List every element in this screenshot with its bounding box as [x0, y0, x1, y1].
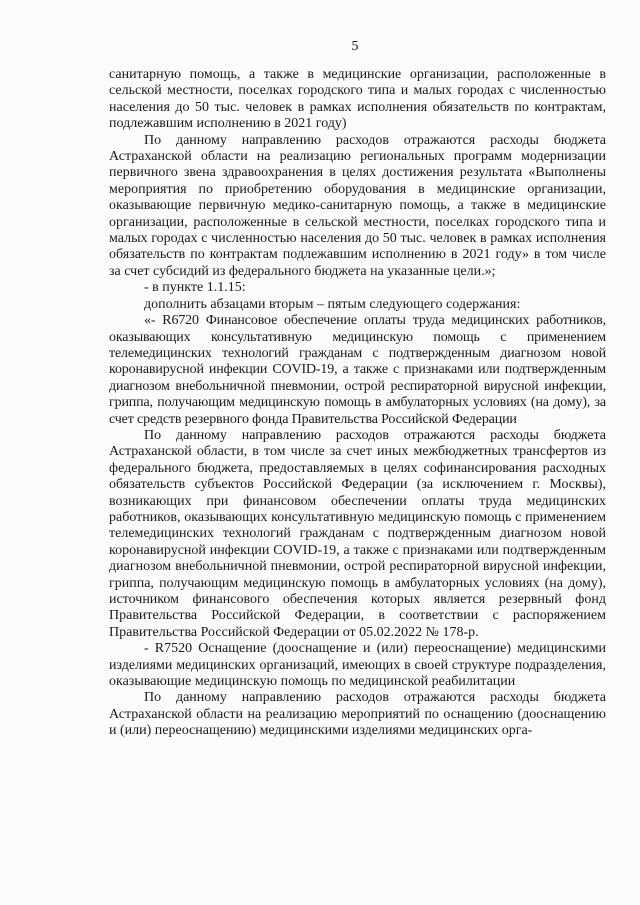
paragraph-amendment-intro: дополнить абзацами вторым – пятым следующего содержания: — [144, 296, 521, 312]
document-body — [109, 67, 606, 740]
page-number: 5 — [351, 39, 359, 54]
paragraph-r6720-description: По данному направлению расходов отражаются расходы бюджета Астраханской области, в том числе за счет иных межбюджетных трансфертов из федерального бюджета, предоставляемых в целях софинансирования расходных обязательств субъектов Российской Федерации (за исключением г. Москвы), возникающих при финансовом обеспечении оплаты труда медицинских работников, оказывающих консультативную медицинскую помощь с применением телемедицинских технологий гражданам с подтвержденным диагнозом новой коронавирусной инфекции COVID-19, а также с признаками или подтвержденным диагнозом внебольничной пневмонии, острой респираторной вирусной инфекции, гриппа, получающим медицинскую помощь в амбулаторных условиях (на дому), источником финансового обеспечения которых является резервный фонд Правительства Российской Федерации, в соответствии с распоряжением Правительства Российской Федерации от 05.02.2022 № 178-р. — [109, 427, 606, 640]
paragraph-r6720-title: «- R6720 Финансовое обеспечение оплаты труда медицинских работников, оказывающих консультативную медицинскую помощь с применением телемедицинских технологий гражданам с подтвержденным диагнозом новой коронавирусной инфекции COVID-19, а также с признаками или подтвержденным диагнозом внебольничной пневмонии, острой респираторной вирусной инфекции, гриппа, получающим медицинскую помощь в амбулаторных условиях (на дому), за счет средств резервного фонда Правительства Российской Федерации — [109, 313, 606, 427]
paragraph-regional-programs: По данному направлению расходов отражаются расходы бюджета Астраханской области на реализацию региональных программ модернизации первичного звена здравоохранения в целях достижения результата «Выполнены мероприятия по приобретению оборудования в медицинские организации, оказывающие первичную медико-санитарную помощь, а также в медицинские организации, расположенные в сельской местности, поселках городского типа и малых городах с численностью населения до 50 тыс. человек в рамках исполнения обязательств по контрактам подлежавшим исполнению в 2021 году» в том числе за счет субсидий из федерального бюджета на указанные цели.»; — [109, 132, 606, 279]
paragraph-item-1-1-15: - в пункте 1.1.15: — [144, 280, 246, 296]
paragraph-r7520-description: По данному направлению расходов отражаются расходы бюджета Астраханской области на реализацию мероприятий по оснащению (дооснащению и (или) переоснащению) медицинскими изделиями медицинских орга- — [109, 690, 606, 739]
paragraph-r7520-title: - R7520 Оснащение (дооснащение и (или) переоснащение) медицинскими изделиями медицинских организаций, имеющих в своей структуре подразделения, оказывающие медицинскую помощь по медицинской реабилитации — [109, 641, 606, 690]
paragraph-continuation: санитарную помощь, а также в медицинские организации, расположенные в сельской местности, поселках городского типа и малых городах с численностью населения до 50 тыс. человек в рамках исполнения обязательств по контрактам, подлежавшим исполнению в 2021 году) — [109, 67, 606, 132]
